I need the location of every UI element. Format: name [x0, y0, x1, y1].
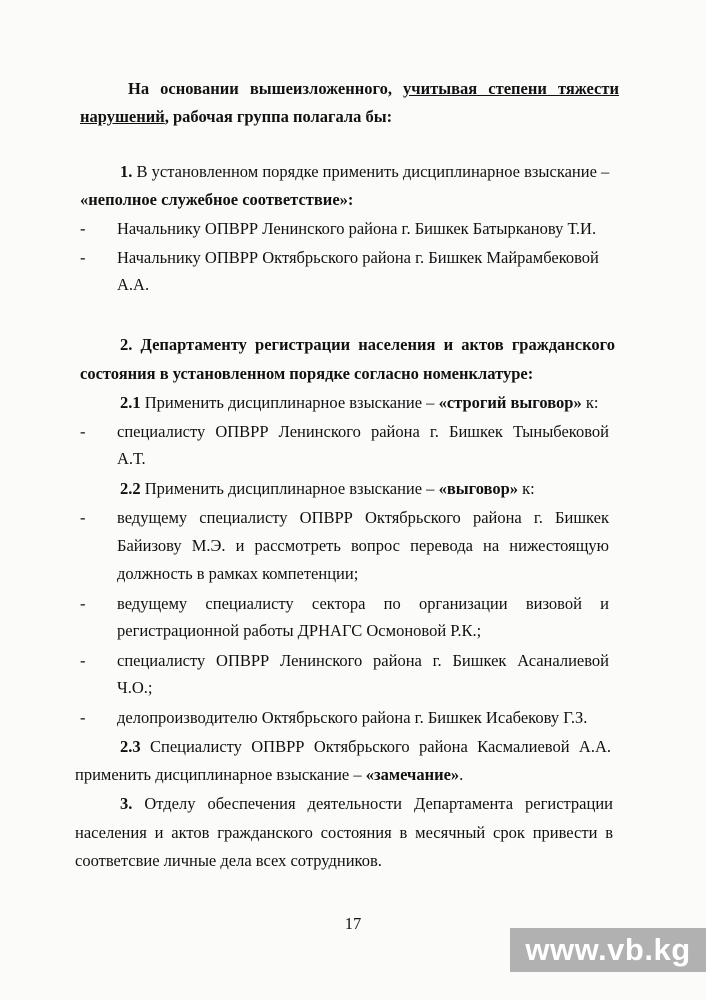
item2-2-b1-l1: ведущему специалисту ОПВРР Октябрьского района г. Бишкек	[117, 508, 609, 527]
intro-tail: , рабочая группа полагала бы:	[164, 107, 393, 126]
item2-3-line-2	[75, 765, 463, 785]
item1-bullet-2: Начальнику ОПВРР Октябрьского района г. Бишкек Майрамбековой	[117, 248, 599, 267]
bullet-dash: -	[80, 708, 86, 727]
item2-2-b2-l2: регистрационной работы ДРНАГС Осмоновой Р.К.;	[117, 621, 482, 640]
watermark: www.vb.kg	[510, 928, 706, 972]
item1-number: 1.	[120, 162, 133, 181]
item2-3-number: 2.3	[120, 737, 141, 756]
item1-sanction: «неполное служебное соответствие»:	[80, 190, 354, 209]
item3-line-1	[120, 794, 613, 814]
item2-1-text: Применить дисциплинарное взыскание –	[140, 393, 435, 412]
item2-1-line	[120, 393, 598, 413]
bullet-dash: -	[80, 651, 86, 670]
item3-number: 3.	[120, 794, 133, 813]
intro-text: На основании вышеизложенного,	[128, 79, 392, 98]
item2-2-text: Применить дисциплинарное взыскание –	[140, 479, 435, 498]
item2-2-b2-l1: ведущему специалисту сектора по организации визовой и	[117, 594, 609, 613]
item3-text: Отделу обеспечения деятельности Департамента регистрации	[132, 794, 613, 813]
item3-line-2: населения и актов гражданского состояния в месячный срок привести в	[75, 823, 613, 842]
item1-text: В установленном порядке применить дисциплинарное взыскание –	[132, 162, 610, 181]
page-number: 17	[344, 914, 362, 933]
item2-line-2: состояния в установленном порядке согласно номенклатуре:	[80, 364, 534, 383]
intro-underlined-word: нарушений	[80, 107, 165, 126]
item1-bullet-2-cont: А.А.	[117, 275, 150, 294]
item2-3-sanction: «замечание»	[365, 765, 460, 784]
item1-bullet-1: Начальнику ОПВРР Ленинского района г. Бишкек Батырканову Т.И.	[117, 219, 597, 238]
item2-2-sanction: «выговор»	[438, 479, 519, 498]
item2-2-b1-l2: Байизову М.Э. и рассмотреть вопрос перевода на нижестоящую	[117, 536, 609, 555]
intro-underlined-text: учитывая степени тяжести	[403, 79, 619, 98]
item2-1-bullet-l2: А.Т.	[117, 449, 146, 468]
item3-line-3: соответсвие личные дела всех сотрудников.	[75, 851, 382, 870]
item2-3-text-2: применить дисциплинарное взыскание –	[75, 765, 362, 784]
bullet-dash: -	[80, 422, 86, 441]
item2-1-number: 2.1	[120, 393, 141, 412]
item1-line-1	[120, 162, 609, 182]
item2-1-sanction: «строгий выговор»	[438, 393, 582, 412]
item2-2-b1-l3: должность в рамках компетенции;	[117, 564, 359, 583]
intro-line-1	[128, 79, 619, 99]
item2-3-line-1	[120, 737, 611, 757]
bullet-dash: -	[80, 508, 86, 527]
item2-line-1: 2. Департаменту регистрации населения и актов гражданского	[120, 335, 615, 354]
item2-2-b3-l2: Ч.О.;	[117, 678, 153, 697]
bullet-dash: -	[80, 248, 86, 267]
item2-2-tail: к:	[518, 479, 535, 498]
item2-2-b4-l1: делопроизводителю Октябрьского района г. Бишкек Исабекову Г.З.	[117, 708, 588, 727]
bullet-dash: -	[80, 594, 86, 613]
item2-1-bullet-l1: специалисту ОПВРР Ленинского района г. Бишкек Тыныбековой	[117, 422, 609, 441]
item2-3-text: Специалисту ОПВРР Октябрьского района Касмалиевой А.А.	[140, 737, 611, 756]
item2-2-number: 2.2	[120, 479, 141, 498]
item2-3-tail: .	[459, 765, 464, 784]
item2-2-b3-l1: специалисту ОПВРР Ленинского района г. Бишкек Асаналиевой	[117, 651, 609, 670]
bullet-dash: -	[80, 219, 86, 238]
intro-line-2	[80, 107, 392, 127]
item2-1-tail: к:	[581, 393, 599, 412]
item2-2-line	[120, 479, 535, 499]
